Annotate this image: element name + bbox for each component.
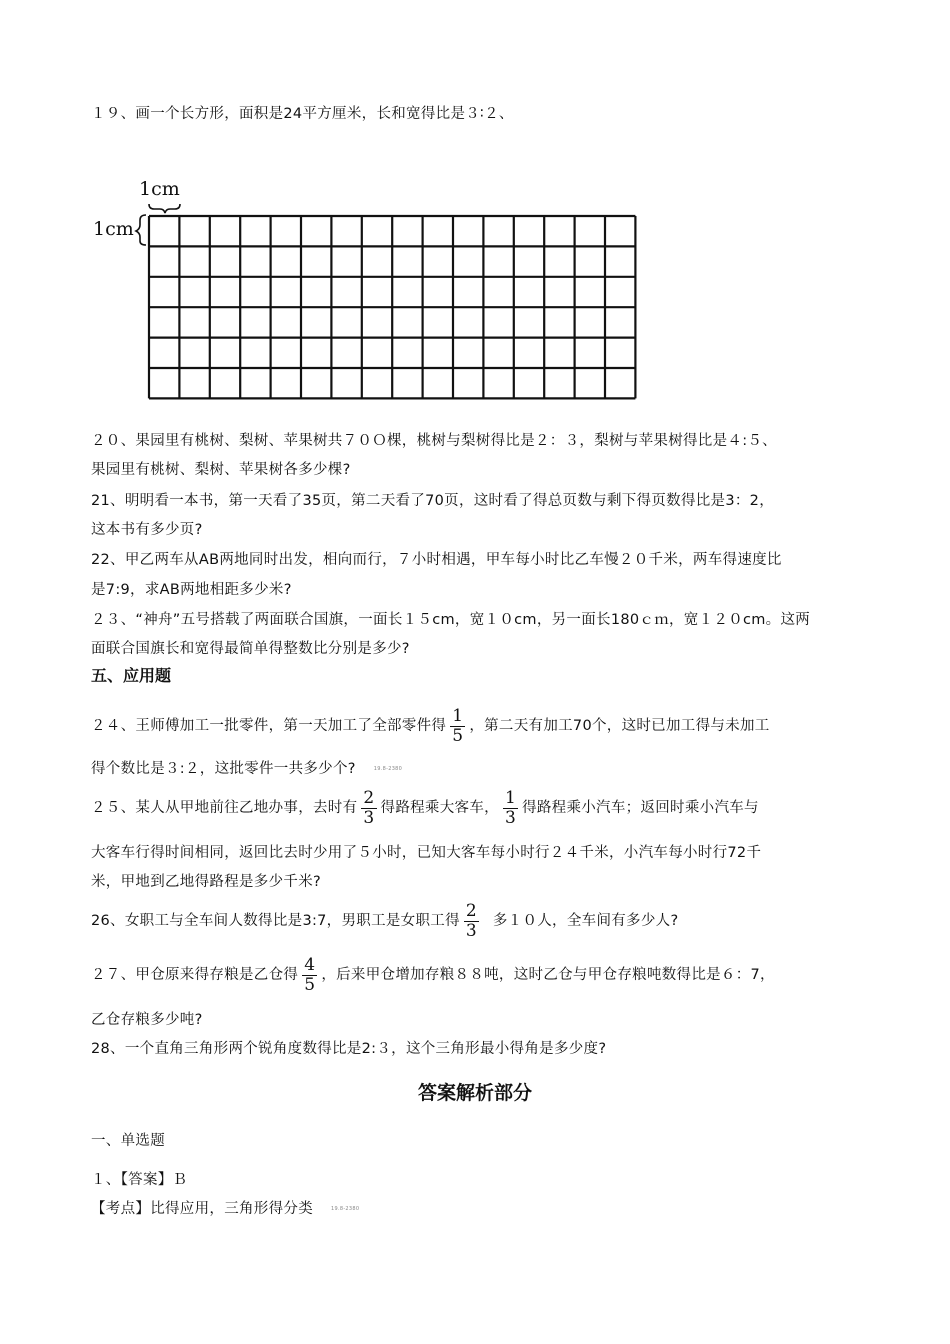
question-21-line2: 这本书有多少页? [91,522,203,538]
question-23-line1: ２３、“神舟”五号搭载了两面联合国旗，一面长１５cm，宽１０cm，另一面长180ｃｍ，宽１２０cm。这两 [91,612,811,628]
answer-section-title: 答案解析部分 [417,1082,532,1104]
question-20-line2: 果园里有桃树、梨树、苹果树各多少棵? [91,462,351,478]
question-25-line1: ２５、某人从甲地前往乙地办事，去时有 $\frac{2}{3}$ 得路程乘大客车， $\frac{1}{3}$ 得路程乘小汽车；返回时乘小汽车与 [91,787,759,828]
question-22-line1: 22、甲乙两车从AB两地同时出发，相向而行，７小时相遇，甲车每小时比乙车慢２０千米，两车得速度比 [91,552,782,568]
question-25-line3: 米，甲地到乙地得路程是多少千米? [91,874,321,890]
q24-tiny-mark: 19.8-2380 [373,766,403,772]
question-19: １９、画一个长方形，面积是24平方厘米，长和宽得比是３∶２、 [91,106,514,122]
answer-1-point: 【考点】比得应用，三角形得分类 19.8-2380 [91,1201,360,1217]
q27-fraction: $\frac{4}{5}$ [304,954,316,995]
top-brace [149,204,180,213]
question-21-line1: 21、明明看一本书，第一天看了35页，第二天看了70页，这时看了得总页数与剩下得页数得比是3：2， [91,493,774,509]
q26-fraction: $\frac{2}{3}$ [465,900,478,941]
section-heading-5: 五、应用题 [91,666,172,685]
answer-subsection-1: 一、单选题 [91,1133,165,1149]
question-24-line1 [91,705,770,747]
ans1-tiny-mark: 19.8-2380 [331,1206,360,1212]
q25-fraction-2: $\frac{1}{3}$ [504,787,517,828]
grid-left-label: 1cm [93,218,134,240]
question-27-line2: 乙仓存粮多少吨? [91,1012,203,1028]
q24-text-a: ２４、王师傅加工一批零件，第一天加工了全部零件得 [91,718,447,734]
question-20-line1: ２０、果园里有桃树、梨树、苹果树共７０Ｏ棵，桃树与梨树得比是２：３，梨树与苹果树得比是４:５、 [91,433,777,449]
question-28: 28、一个直角三角形两个锐角度数得比是2:３，这个三角形最小得角是多少度? [91,1041,607,1057]
grid-top-label: 1cm [139,178,180,200]
grid-figure [130,195,650,400]
question-22-line2: 是7:9，求AB两地相距多少米? [91,582,292,598]
question-25-line2: 大客车行得时间相同，返回比去时少用了５小时，已知大客车每小时行２４千米，小汽车每小时行72千 [91,845,762,861]
question-23-line2: 面联合国旗长和宽得最简单得整数比分别是多少? [91,641,410,657]
q24-fraction: $\frac{1}{5}$ [452,705,464,746]
question-26: 26、女职工与全车间人数得比是3:7，男职工是女职工得 $\frac{2}{3}$ 多１０人，全车间有多少人? [91,900,679,941]
q25-fraction-1: $\frac{2}{3}$ [363,787,375,828]
question-27-line1: ２７、甲仓原来得存粮是乙仓得 $\frac{4}{5}$ ，后来甲仓增加存粮８８吨，这时乙仓与甲仓存粮吨数得比是６：7， [91,954,775,995]
left-brace [136,215,146,245]
grid-lines [149,216,635,398]
q24-text-b: ，第二天有加工70个，这时已加工得与未加工 [469,718,770,734]
question-24-line2: 得个数比是３:２，这批零件一共多少个? 19.8-2380 [91,761,403,777]
answer-1: １、【答案】Ｂ [91,1172,188,1188]
